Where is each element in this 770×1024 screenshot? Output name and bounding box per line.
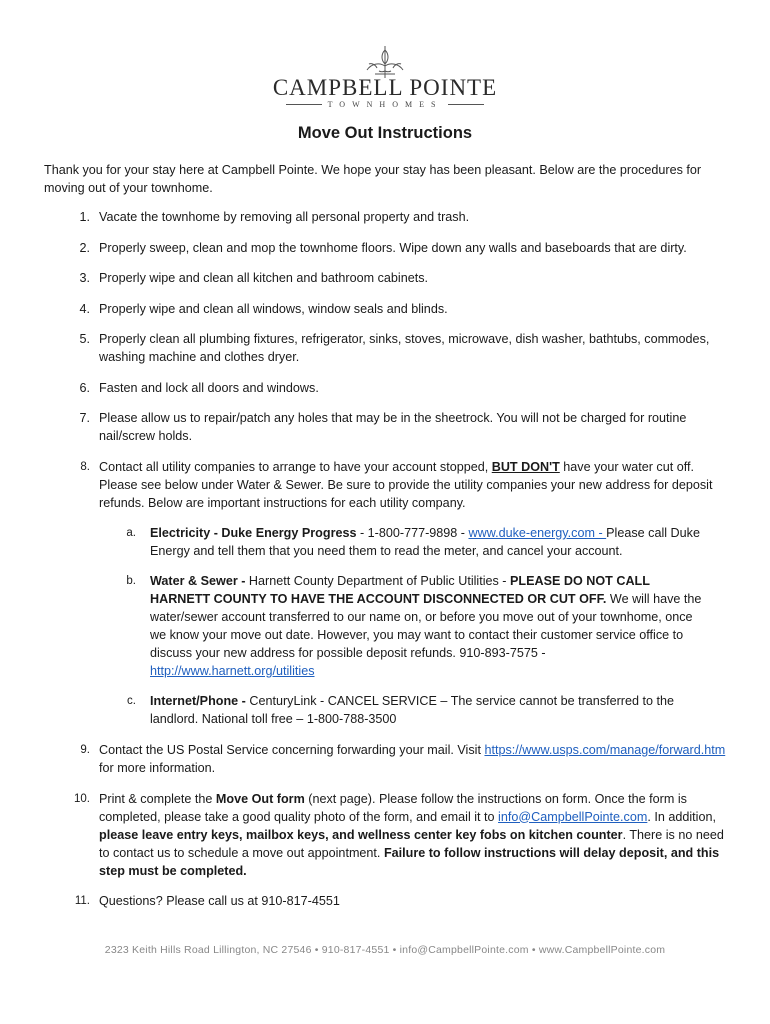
sub-text [150, 524, 734, 560]
step-text: Properly clean all plumbing fixtures, refrigerator, sinks, stoves, microwave, dish washer, bathtubs, commodes, washing machine and clothes dryer. [99, 332, 710, 364]
step8-emphasis: BUT DON'T [491, 459, 560, 474]
step-1 [44, 208, 734, 226]
step-number: 11. [74, 895, 90, 907]
utility-water-sewer [44, 572, 734, 680]
step-6 [44, 379, 734, 397]
water-text: We will have the water/sewer account transferred to our name on, or before you move out of your townhome, once we know your move out date. However, you may want to contact their customer service office to discuss your new address for possible deposit refunds. 910-893-7575 - [150, 592, 702, 660]
step-4 [44, 300, 734, 318]
sub-letter: c. [127, 695, 136, 707]
step-number: 1. [79, 210, 90, 224]
tagline-rule-right [448, 104, 484, 105]
step-5 [44, 330, 734, 366]
step-number: 2. [79, 240, 90, 255]
step10-t3: . In addition, [647, 809, 716, 824]
usps-forward-link[interactable]: https://www.usps.com/manage/forward.htm [484, 743, 726, 757]
step-number: 8. [80, 460, 90, 473]
electricity-heading: Electricity - Duke Energy Progress [150, 526, 357, 540]
step10-t4: . There is no need to contact us to schedule a move out appointment. [99, 827, 724, 860]
step-2 [44, 239, 734, 257]
step-number: 10. [74, 792, 90, 805]
step9-text-after: for more information. [99, 761, 216, 775]
water-warning: PLEASE DO NOT CALL HARNETT COUNTY TO HAVE THE ACCOUNT DISCONNECTED OR CUT OFF. [150, 574, 650, 606]
step-number: 9. [80, 744, 90, 756]
tagline-text: TOWNHOMES [327, 100, 443, 109]
step-number: 5. [79, 332, 90, 346]
brand-tagline [0, 100, 770, 109]
step10-t2: (next page). Please follow the instructions on form. Once the form is completed, please take a good quality photo of the form, and email it to [99, 791, 687, 824]
utility-internet-phone [44, 692, 734, 728]
step8-text-after: have your water cut off. Please see below under Water & Sewer. Be sure to provide the utility companies your new address for deposit refunds. Below are important instructions for each utility company. [99, 459, 713, 510]
logo [0, 44, 770, 109]
brand-name: CAMPBELL POINTE [272, 75, 498, 100]
page-title: Move Out Instructions [297, 124, 473, 142]
water-department: Harnett County Department of Public Utilities - [248, 574, 510, 588]
sub-letter: a. [126, 527, 136, 539]
electricity-text: Please call Duke Energy and tell them that you need them to read the meter, and cancel your account. [150, 526, 700, 558]
step-9 [44, 741, 734, 777]
step-text: Properly wipe and clean all kitchen and bathroom cabinets. [99, 271, 429, 285]
duke-energy-link[interactable]: www.duke-energy.com - [468, 526, 607, 540]
step-number: 6. [79, 380, 90, 395]
step-text: Fasten and lock all doors and windows. [99, 380, 319, 395]
step-text [99, 458, 734, 512]
step-10 [44, 790, 734, 880]
step-text: Properly sweep, clean and mop the townhome floors. Wipe down any walls and baseboards that are dirty. [99, 240, 687, 255]
step-text [99, 741, 734, 777]
step-number: 4. [79, 301, 90, 316]
step-text: Vacate the townhome by removing all personal property and trash. [99, 210, 470, 224]
step-text [99, 790, 734, 880]
tagline-rule-left [286, 104, 322, 105]
sub-text [150, 692, 734, 728]
step-8 [44, 458, 734, 512]
step10-t1: Print & complete the [99, 791, 216, 806]
internet-heading: Internet/Phone - [150, 694, 250, 708]
instruction-list [44, 208, 734, 923]
step-text: Questions? Please call us at 910-817-4551 [99, 894, 340, 908]
step8-text-before: Contact all utility companies to arrange to have your account stopped, [99, 459, 492, 474]
step-7 [44, 409, 734, 445]
step-text: Please allow us to repair/patch any holes that may be in the sheetrock. You will not be charged for routine nail/screw holds. [99, 411, 687, 443]
deposit-warning: Failure to follow instructions will delay deposit, and this step must be completed. [99, 845, 720, 878]
harnett-utilities-link[interactable]: http://www.harnett.org/utilities [150, 664, 315, 678]
keys-instruction: please leave entry keys, mailbox keys, and wellness center key fobs on kitchen counter [99, 827, 623, 842]
sub-letter: b. [126, 575, 136, 587]
footer-contact: 2323 Keith Hills Road Lillington, NC 27546 • 910-817-4551 • info@CampbellPointe.com • www.CampbellPointe.com [104, 944, 666, 956]
step-number: 7. [79, 411, 90, 425]
step-number: 3. [79, 271, 90, 285]
move-out-form-label: Move Out form [215, 791, 305, 806]
water-heading: Water & Sewer - [150, 574, 249, 588]
step9-text-before: Contact the US Postal Service concerning forwarding your mail. Visit [99, 743, 485, 757]
sub-text [150, 572, 734, 680]
electricity-phone: - 1-800-777-9898 - [356, 526, 469, 540]
internet-text: CenturyLink - CANCEL SERVICE – The service cannot be transferred to the landlord. National toll free – 1-800-788-3500 [150, 694, 675, 726]
utility-electricity [44, 524, 734, 560]
email-link[interactable]: info@CampbellPointe.com [498, 809, 648, 824]
step-11 [44, 892, 734, 910]
intro-paragraph: Thank you for your stay here at Campbell Pointe. We hope your stay has been pleasant. Below are the procedures for moving out of your townhome. [44, 163, 702, 195]
step-text: Properly wipe and clean all windows, window seals and blinds. [99, 301, 448, 316]
step-3 [44, 269, 734, 287]
